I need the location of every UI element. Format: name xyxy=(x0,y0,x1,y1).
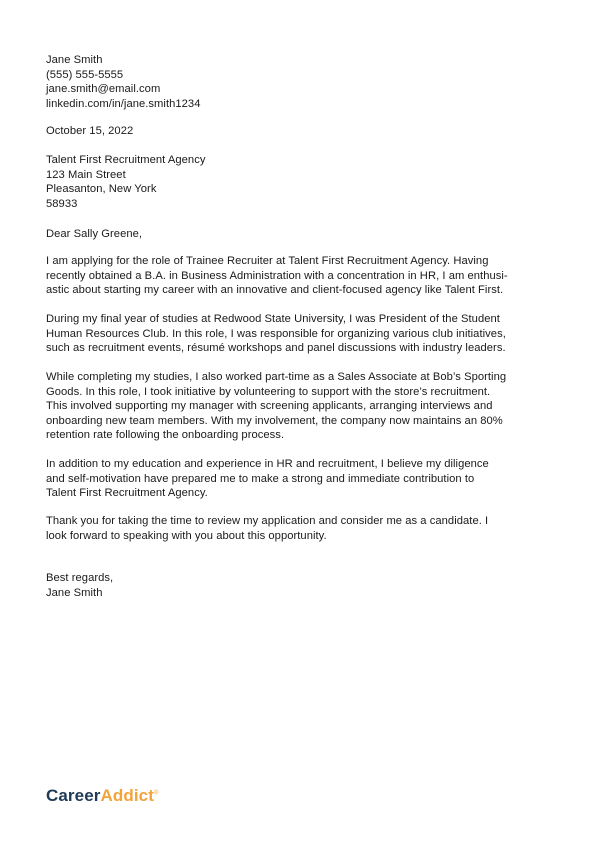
paragraph-line: This involved supporting my manager with screening applicants, arranging interviews and xyxy=(46,400,493,413)
paragraph-line: Talent First Recruitment Agency. xyxy=(46,487,208,500)
paragraph-line: recently obtained a B.A. in Business Administration with a concentration in HR, I am enthusi- xyxy=(46,269,508,282)
signature-name: Jane Smith xyxy=(46,586,103,599)
paragraph-line: onboarding new team members. With my involvement, the company now maintains an 80% xyxy=(46,414,503,427)
sender-linkedin: linkedin.com/in/jane.smith1234 xyxy=(46,97,201,110)
logo-text-career: Career xyxy=(46,786,101,805)
registered-mark: ® xyxy=(153,790,159,797)
logo-text-addict: Addict xyxy=(100,786,154,805)
paragraph-line: While completing my studies, I also worked part-time as a Sales Associate at Bob’s Sporting xyxy=(46,371,507,383)
sender-name: Jane Smith xyxy=(46,54,103,66)
closing: Best regards, xyxy=(46,572,114,584)
body-paragraph-2 xyxy=(46,312,558,356)
body-paragraph-1 xyxy=(46,254,558,298)
paragraph-line: During my final year of studies at Redwood State University, I was President of the Student xyxy=(46,313,500,325)
paragraph-line: look forward to speaking with you about this opportunity. xyxy=(46,529,327,542)
sender-email: jane.smith@email.com xyxy=(46,83,161,95)
sender-phone: (555) 555-5555 xyxy=(46,68,124,81)
recipient-city-state: Pleasanton, New York xyxy=(46,183,157,195)
recipient-street: 123 Main Street xyxy=(46,168,126,181)
letter-date: October 15, 2022 xyxy=(46,125,134,137)
paragraph-line: astic about starting my career with an innovative and client-focused agency like Talent First. xyxy=(46,284,504,297)
recipient-company: Talent First Recruitment Agency xyxy=(46,154,206,166)
salutation: Dear Sally Greene, xyxy=(46,228,143,240)
recipient-zip: 58933 xyxy=(46,197,78,210)
paragraph-line: Human Resources Club. In this role, I was responsible for organizing various club initiatives, xyxy=(46,327,506,340)
paragraph-line: Thank you for taking the time to review my application and consider me as a candidate. I xyxy=(46,515,489,527)
careeraddict-logo xyxy=(46,786,159,806)
body-paragraph-3 xyxy=(46,370,558,443)
body-paragraph-4 xyxy=(46,457,558,501)
paragraph-line: and self-motivation have prepared me to make a strong and immediate contribution to xyxy=(46,472,475,485)
paragraph-line: such as recruitment events, résumé workshops and panel discussions with industry leaders. xyxy=(46,342,506,355)
paragraph-line: In addition to my education and experience in HR and recruitment, I believe my diligence xyxy=(46,458,489,470)
body-paragraph-5 xyxy=(46,514,558,543)
paragraph-line: I am applying for the role of Trainee Recruiter at Talent First Recruitment Agency. Having xyxy=(46,255,489,267)
paragraph-line: Goods. In this role, I took initiative by volunteering to support with the store’s recruitment. xyxy=(46,385,491,398)
paragraph-line: retention rate following the onboarding process. xyxy=(46,429,285,442)
